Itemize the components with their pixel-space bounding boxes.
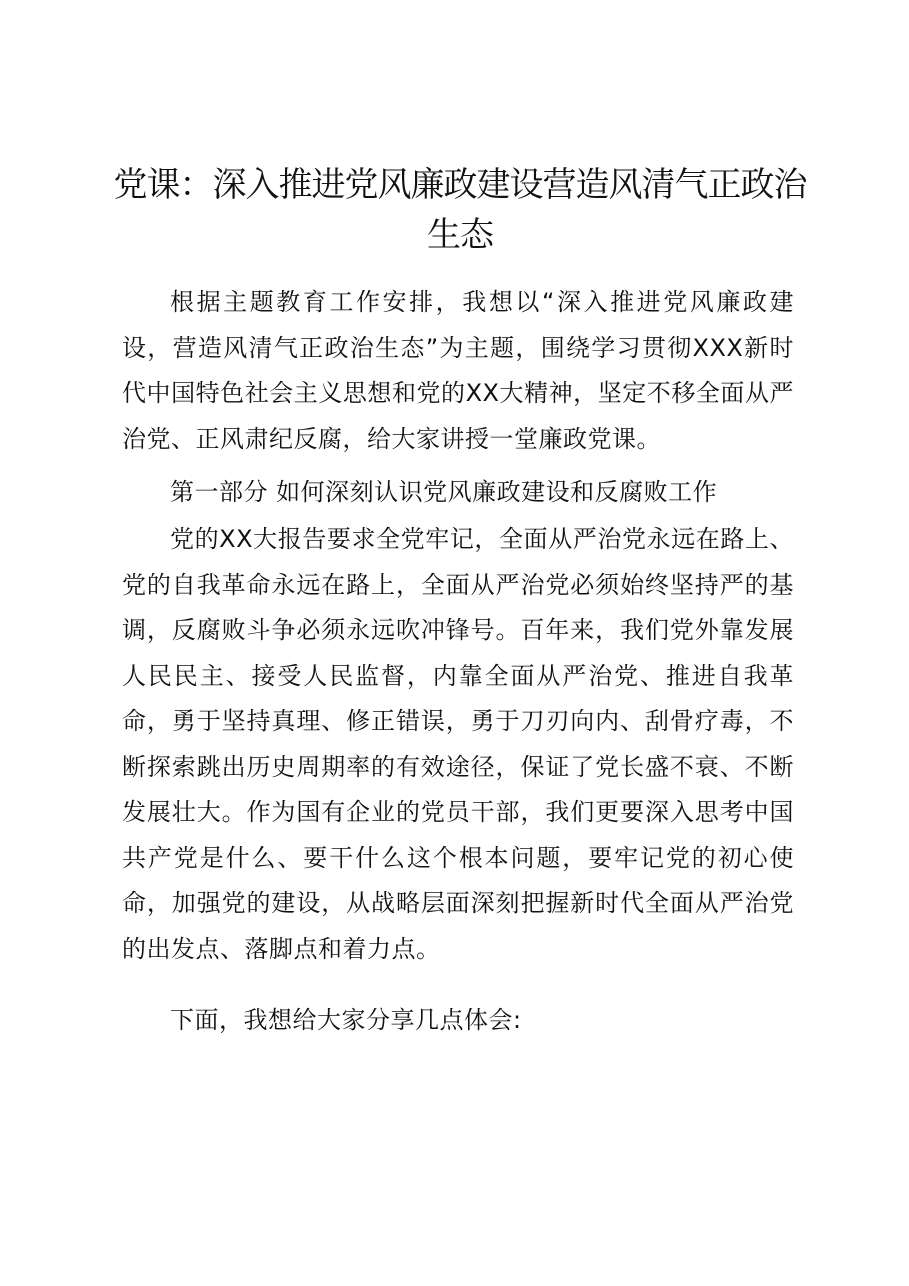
section-heading: 第一部分 如何深刻认识党风廉政建设和反腐败工作 [170, 478, 718, 506]
intro-paragraph: 根据主题教育工作安排，我想以“深入推进党风廉政建设，营造风清气正政治生态”为主题，围绕学习贯彻XXX新时代中国特色社会主义思想和党的XX大精神，坚定不移全面从严治党、正风肃纪反腐，给大家讲授一堂廉政党课。 [122, 288, 794, 453]
body-paragraph: 党的XX大报告要求全党牢记，全面从严治党永远在路上、党的自我革命永远在路上，全面从严治党必须始终坚持严的基调，反腐败斗争必须永远吹冲锋号。百年来，我们党外靠发展人民民主、接受人民监督，内靠全面从严治党、推进自我革命，勇于坚持真理、修正错误，勇于刀刃向内、刮骨疗毒，不断探索跳出历史周期率的有效途径，保证了党长盛不衰、不断发展壮大。作为国有企业的党员干部，我们更要深入思考中国共产党是什么、要干什么这个根本问题，要牢记党的初心使命，加强党的建设，从战略层面深刻把握新时代全面从严治党的出发点、落脚点和着力点。 [122, 525, 794, 963]
document-title: 党课：深入推进党风廉政建设营造风清气正政治生态 [113, 165, 807, 255]
closing-paragraph: 下面，我想给大家分享几点体会: [170, 1006, 522, 1034]
